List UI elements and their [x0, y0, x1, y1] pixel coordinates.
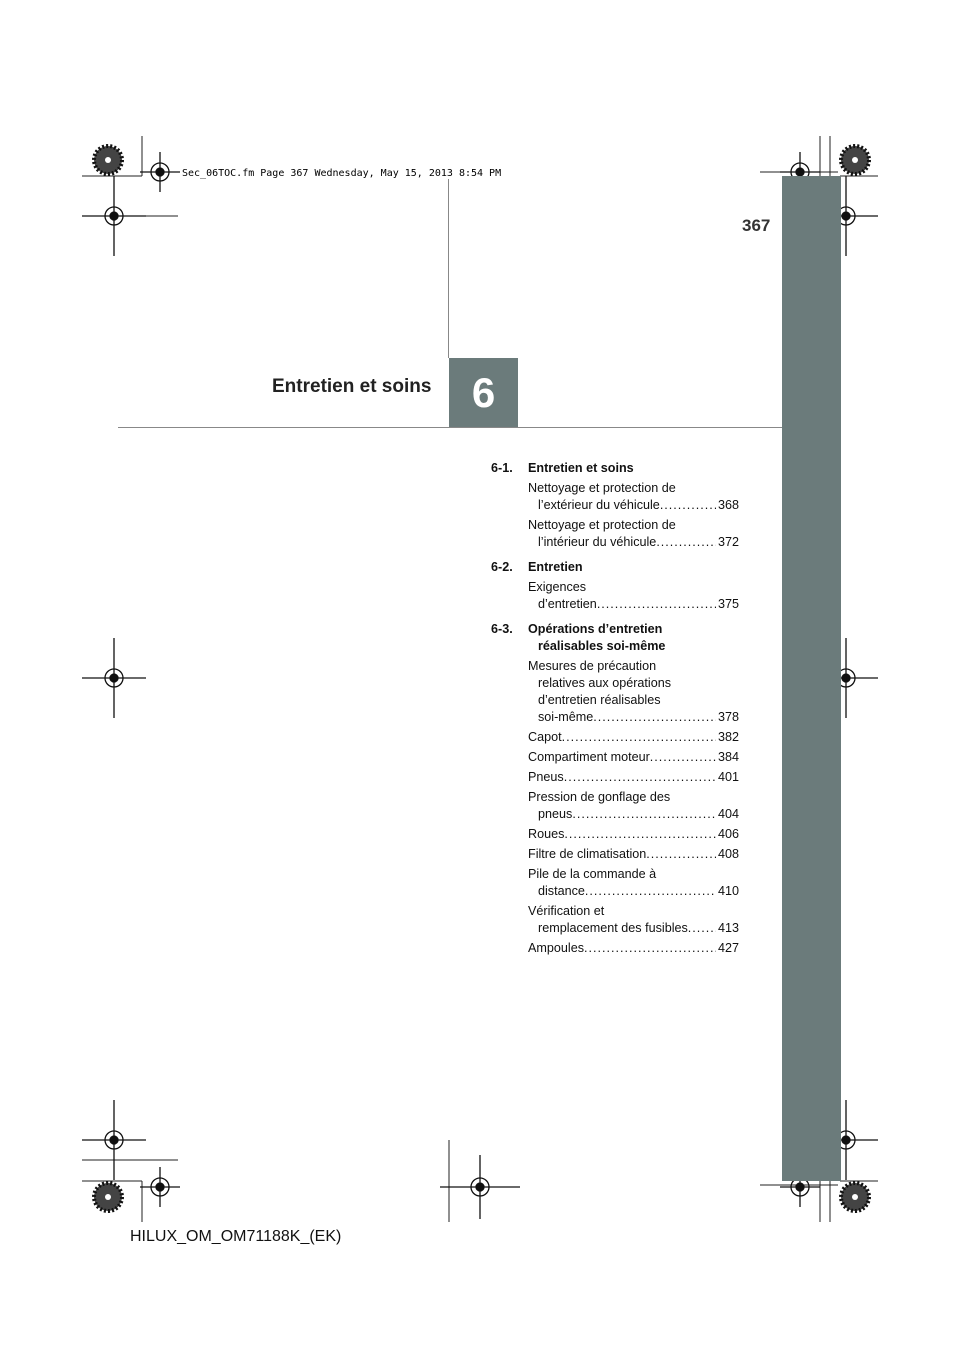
- toc-section[interactable]: [491, 559, 739, 576]
- toc-entry-title: remplacement des fusibles: [538, 921, 688, 935]
- toc-entry[interactable]: [491, 866, 739, 900]
- chapter-title: Entretien et soins: [272, 376, 432, 397]
- toc-entry-line: Pile de la commande à: [528, 867, 657, 881]
- toc-entry[interactable]: [491, 789, 739, 823]
- toc-entry-line: Mesures de précaution: [528, 659, 657, 673]
- chapter-number: 6: [471, 369, 496, 416]
- toc-leader-dots: [572, 806, 716, 823]
- toc-section-title: Opérations d’entretien: [528, 622, 663, 636]
- toc-page-number: 368: [717, 498, 739, 512]
- toc-entry[interactable]: [491, 480, 739, 514]
- toc-entry-title: pneus: [538, 807, 573, 821]
- toc-section-title-cont: réalisables soi-même: [538, 639, 666, 653]
- page-number: 367: [742, 216, 771, 235]
- toc-section-title: Entretien et soins: [528, 461, 634, 475]
- toc-entry-title: l’extérieur du véhicule: [538, 498, 660, 512]
- chapter-side-band: [782, 176, 841, 1181]
- toc-leader-dots: [650, 749, 716, 766]
- toc-page-number: 410: [717, 884, 739, 898]
- toc-section-number: 6-3.: [491, 622, 513, 636]
- toc-entry-title: l’intérieur du véhicule: [538, 535, 657, 549]
- toc-leader-dots: [584, 940, 716, 957]
- toc-page-number: 404: [717, 807, 739, 821]
- vertical-rule: [448, 178, 449, 358]
- toc-entry-title: d’entretien: [538, 597, 597, 611]
- toc-entry-line: Vérification et: [528, 904, 605, 918]
- toc-entry-title: Capot: [528, 730, 562, 744]
- toc-entry[interactable]: [491, 749, 739, 766]
- toc-page-number: 378: [717, 710, 739, 724]
- toc-page-number: 413: [717, 921, 739, 935]
- toc-entry-title: Ampoules: [528, 941, 585, 955]
- toc-leader-dots: [597, 596, 716, 613]
- toc-entry[interactable]: [491, 579, 739, 613]
- toc-entry-line: Pression de gonflage des: [528, 790, 671, 804]
- toc-page-number: 384: [717, 750, 739, 764]
- toc-page-number: 406: [717, 827, 739, 841]
- toc-leader-dots: [688, 920, 716, 937]
- chapter-rule: [118, 427, 782, 428]
- toc-leader-dots: [564, 769, 716, 786]
- table-of-contents: [491, 460, 739, 957]
- toc-entry-line: relatives aux opérations: [538, 676, 672, 690]
- document-code: HILUX_OM_OM71188K_(EK): [130, 1228, 342, 1245]
- toc-entry-line: Nettoyage et protection de: [528, 481, 676, 495]
- toc-entry[interactable]: [491, 826, 739, 843]
- toc-entry-line: Nettoyage et protection de: [528, 518, 676, 532]
- toc-entry-title: distance: [538, 884, 585, 898]
- toc-leader-dots: [660, 497, 716, 514]
- toc-section-number: 6-2.: [491, 560, 513, 574]
- toc-entry[interactable]: [491, 903, 739, 937]
- print-header-info: Sec_06TOC.fm Page 367 Wednesday, May 15, 2013 8:54 PM: [182, 168, 502, 179]
- toc-entry-line: d’entretien réalisables: [538, 693, 661, 707]
- toc-entry-title: Compartiment moteur: [528, 750, 650, 764]
- toc-page-number: 372: [717, 535, 739, 549]
- toc-entry-title: Pneus: [528, 770, 564, 784]
- toc-entry[interactable]: [491, 658, 739, 726]
- toc-entry-title: Roues: [528, 827, 565, 841]
- toc-page-number: 401: [717, 770, 739, 784]
- toc-page-number: 375: [717, 597, 739, 611]
- toc-section-number: 6-1.: [491, 461, 513, 475]
- toc-entry-title: Filtre de climatisation: [528, 847, 647, 861]
- toc-entry[interactable]: [491, 769, 739, 786]
- toc-leader-dots: [585, 883, 716, 900]
- toc-entry[interactable]: [491, 517, 739, 551]
- toc-entry-title: soi-même: [538, 710, 594, 724]
- toc-leader-dots: [656, 534, 716, 551]
- toc-leader-dots: [562, 729, 716, 746]
- toc-leader-dots: [564, 826, 716, 843]
- toc-entry[interactable]: [491, 846, 739, 863]
- toc-page-number: 408: [717, 847, 739, 861]
- toc-entry[interactable]: [491, 940, 739, 957]
- toc-page-number: 382: [717, 730, 739, 744]
- toc-entry[interactable]: [491, 729, 739, 746]
- toc-section-title: Entretien: [528, 560, 583, 574]
- toc-entry-line: Exigences: [528, 580, 587, 594]
- toc-section[interactable]: [491, 460, 739, 477]
- toc-section[interactable]: [491, 621, 739, 655]
- toc-leader-dots: [593, 709, 716, 726]
- chapter-number-box: [449, 358, 518, 428]
- toc-leader-dots: [646, 846, 716, 863]
- toc-page-number: 427: [717, 941, 739, 955]
